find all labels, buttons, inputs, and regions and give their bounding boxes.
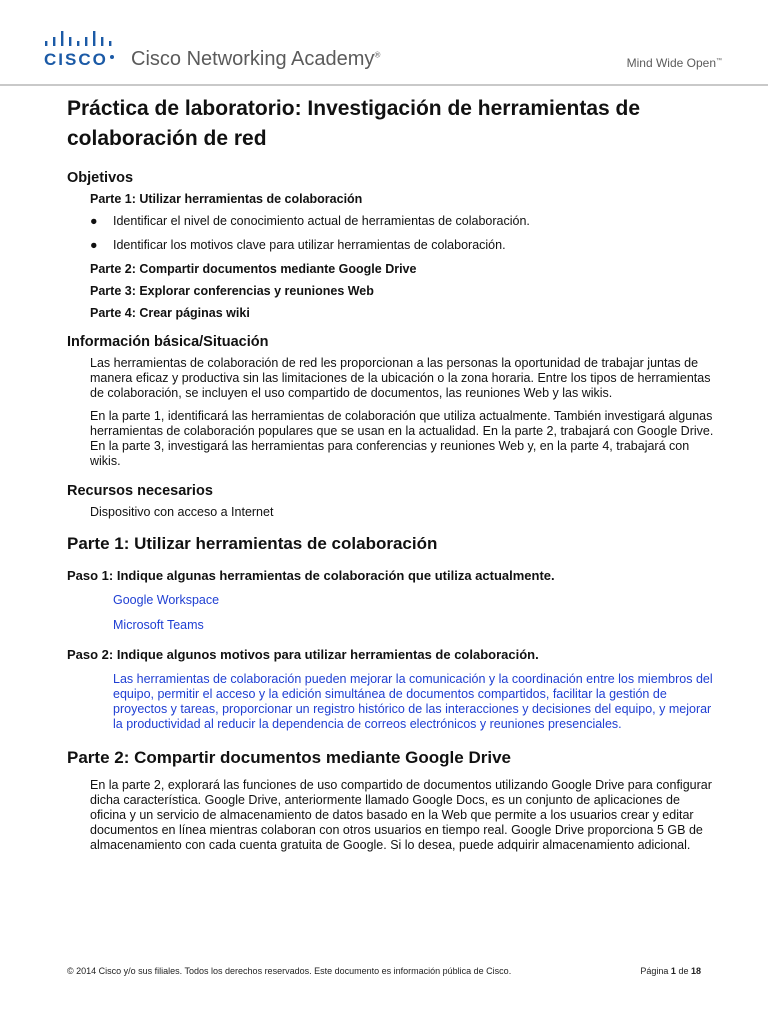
page-label: Página bbox=[640, 966, 669, 976]
objetivo-part1: Parte 1: Utilizar herramientas de colaboración bbox=[90, 192, 363, 206]
tagline bbox=[627, 56, 722, 70]
paso2-answer: Las herramientas de colaboración pueden mejorar la comunicación y la coordinación entre los miembros del equipo, permitir el acceso y la edición simultánea de documentos compartidos, facilitar la gestión de proyectos y tareas, proporcionar un registro histórico de las interacciones y decisiones del equipo, y mejorar la productividad al reducir la dependencia de correos electrónicos y reuniones presenciales. bbox=[113, 672, 713, 731]
list-item bbox=[90, 214, 717, 228]
recursos-text: Dispositivo con acceso a Internet bbox=[90, 505, 274, 519]
objetivos-heading: Objetivos bbox=[67, 170, 134, 186]
list-item bbox=[90, 238, 717, 252]
parte2-paragraph: En la parte 2, explorará las funciones de uso compartido de documentos utilizando Google Drive para configurar dicha característica. Google Drive, anteriormente llamado Google Docs, es un conjunto de aplicaciones de oficina y un servicio de almacenamiento de datos basado en la Web que permite a los usuarios crear y editar documentos en línea mientras colaboran con otros usuarios en tiempo real. Google Drive proporciona 5 GB de almacenamiento con cada cuenta gratuita de Google. Si lo desea, puede adquirir almacenamiento adicional. bbox=[90, 778, 712, 852]
paso1-answer-2: Microsoft Teams bbox=[113, 618, 204, 632]
tagline-label: Mind Wide Open bbox=[626, 56, 716, 70]
page-title: Práctica de laboratorio: Investigación de herramientas de colaboración de red bbox=[67, 97, 641, 150]
page-total: 18 bbox=[690, 966, 701, 976]
paso1-heading: Paso 1: Indique algunas herramientas de colaboración que utiliza actualmente. bbox=[67, 568, 555, 583]
info-heading: Información básica/Situación bbox=[67, 334, 269, 350]
academy-label: Cisco Networking Academy bbox=[131, 48, 375, 70]
paso2-heading: Paso 2: Indique algunos motivos para utilizar herramientas de colaboración. bbox=[67, 647, 539, 662]
page-current: 1 bbox=[670, 966, 676, 976]
cisco-bars-icon bbox=[44, 31, 112, 49]
page-header bbox=[0, 0, 768, 84]
copyright-text: © 2014 Cisco y/o sus filiales. Todos los derechos reservados. Este documento es información pública de Cisco. bbox=[67, 966, 512, 976]
bullet-text: Identificar el nivel de conocimiento actual de herramientas de colaboración. bbox=[113, 214, 530, 228]
logo-dot bbox=[110, 55, 114, 59]
registered-mark: ® bbox=[374, 50, 381, 60]
document-body bbox=[67, 94, 717, 861]
page-number bbox=[640, 966, 701, 976]
parte2-heading: Parte 2: Compartir documentos mediante Google Drive bbox=[67, 748, 511, 767]
cisco-logo-text: CISCO bbox=[44, 50, 108, 69]
objetivo-part2: Parte 2: Compartir documentos mediante Google Drive bbox=[90, 262, 417, 276]
page-footer bbox=[67, 966, 701, 976]
recursos-heading: Recursos necesarios bbox=[67, 483, 213, 499]
objetivo-bullets bbox=[90, 214, 717, 252]
objetivo-part4: Parte 4: Crear páginas wiki bbox=[90, 306, 250, 320]
academy-name bbox=[131, 48, 380, 71]
info-paragraph-2: En la parte 1, identificará las herramientas de colaboración que utiliza actualmente. También investigará algunas herramientas de colaboración populares que se usan en la actualidad. En la parte 2, trabajará con Google Drive. En la parte 3, investigará las herramientas para conferencias y reuniones Web y, en la parte 4, trabajará con wikis. bbox=[90, 409, 714, 468]
info-paragraph-1: Las herramientas de colaboración de red les proporcionan a las personas la oportunidad de trabajar juntas de manera eficaz y productiva sin las limitaciones de la ubicación o la zona horaria. Entre los tipos de herramientas de colaboración, se incluyen el uso compartido de documentos, las reuniones Web y las wikis. bbox=[90, 356, 711, 400]
parte1-heading: Parte 1: Utilizar herramientas de colaboración bbox=[67, 534, 438, 553]
paso1-answer-1: Google Workspace bbox=[113, 593, 220, 607]
page-of: de bbox=[678, 966, 689, 976]
bullet-icon: ● bbox=[90, 214, 98, 228]
trademark-mark: ™ bbox=[716, 58, 722, 64]
header-divider bbox=[0, 84, 768, 86]
objetivo-part3: Parte 3: Explorar conferencias y reuniones Web bbox=[90, 284, 374, 298]
bullet-icon: ● bbox=[90, 238, 98, 252]
bullet-text: Identificar los motivos clave para utilizar herramientas de colaboración. bbox=[113, 238, 506, 252]
